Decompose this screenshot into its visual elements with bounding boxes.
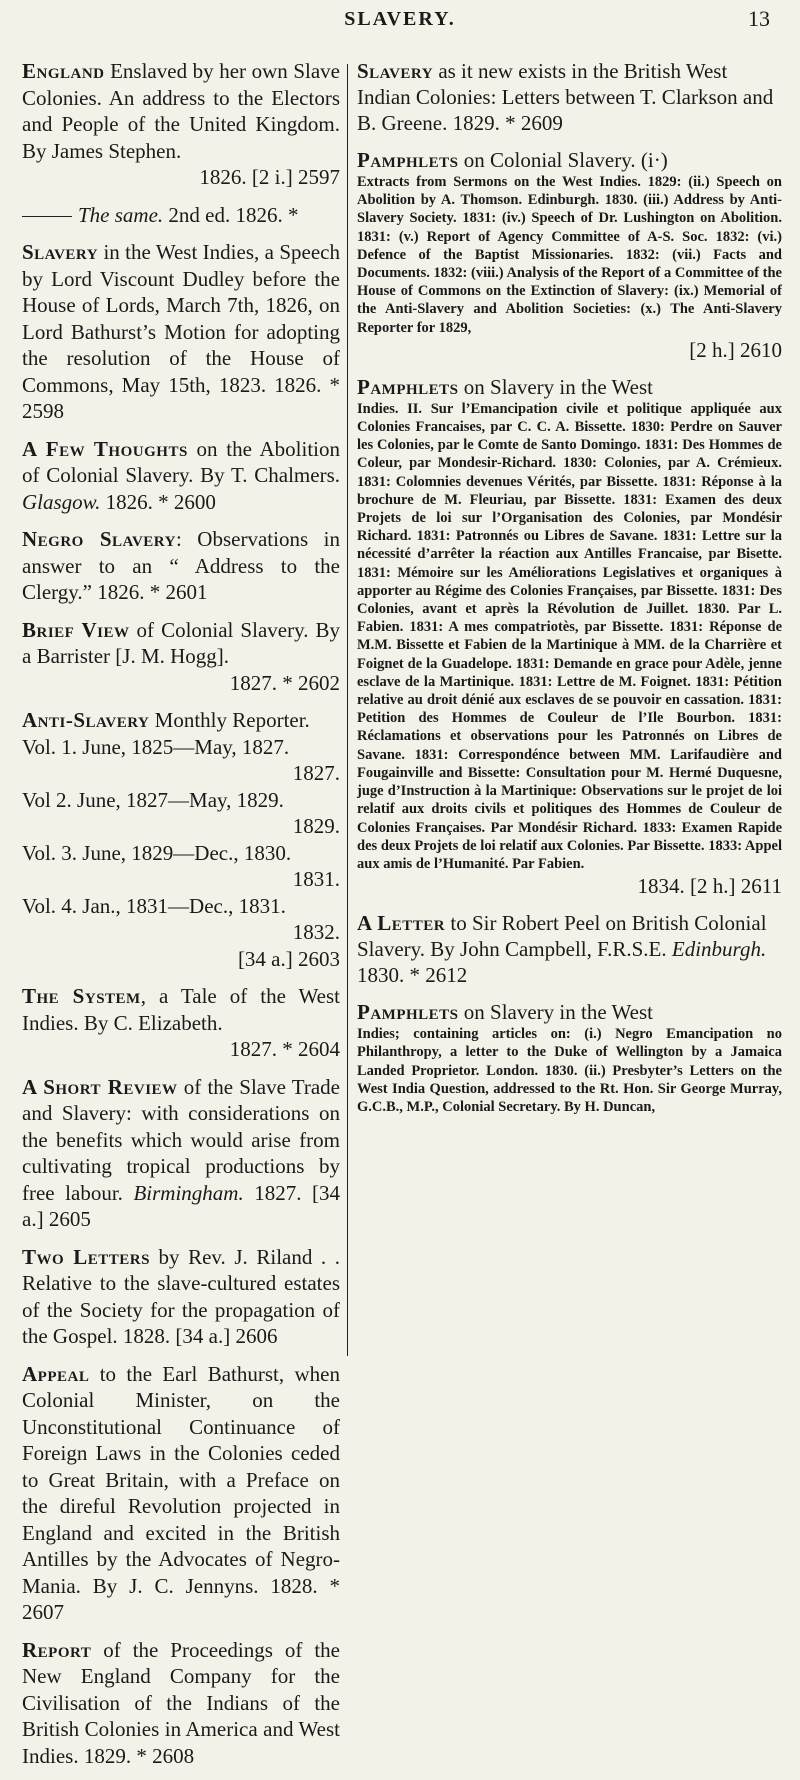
entry-lead: Appeal <box>22 1361 90 1386</box>
entry-text: 2nd ed. 1826. * <box>163 202 299 227</box>
left-column <box>22 58 340 1780</box>
entry-text: 1830. * 2612 <box>357 963 468 988</box>
entry-text: of the Proceedings of the New England Company for the Civilisation of the Indians of the British Colonies in America and West Indies. 1829. * 2608 <box>22 1637 340 1768</box>
catalogue-entry <box>22 202 340 229</box>
entry-lead: A Few Thoughts <box>22 436 188 461</box>
catalogue-entry <box>357 147 782 363</box>
entry-text: to the Earl Bathurst, when Colonial Minister, on the Unconstitutional Continuance of Foreign Laws in the Colonies ceded to Great Britain, with a Preface on the direful Revolution projected in England and excited in the British Antilles by the Advocates of Negro-Mania. By J. C. Jennyns. 1828. * 2607 <box>22 1361 340 1624</box>
catalogue-entry <box>22 707 340 972</box>
entry-text: as it new exists in the British West Indian Colonies: Letters between T. Clarkson and B. Greene. 1829. * 2609 <box>357 59 774 135</box>
entry-text: of Colonial Slavery. By a Barrister [J. M. Hogg]. <box>22 617 340 668</box>
volume-year: 1832. <box>292 920 340 944</box>
catalogue-entry <box>22 1074 340 1233</box>
volume-line: Vol. 3. June, 1829—Dec., 1830. <box>22 840 292 865</box>
entry-text: in the West Indies, a Speech by Lord Viscount Dudley before the House of Lords, March 7th, 1826, on Lord Bathurst’s Motion for adopting the resolution of the House of Commons, May 15th, 1823. 1826. * 2598 <box>22 240 340 423</box>
catalogue-entry <box>357 999 782 1116</box>
entry-italic: The same. <box>78 202 164 227</box>
right-column <box>357 58 782 1127</box>
entry-text: on Slavery in the West <box>458 374 653 399</box>
catalogue-entry <box>22 526 340 606</box>
entry-lead: England <box>22 59 105 83</box>
running-title: SLAVERY. <box>344 8 456 30</box>
volume-line: Vol 2. June, 1827—May, 1829. <box>22 787 284 812</box>
entry-text: 1826. * 2600 <box>100 489 216 514</box>
catalogue-entry <box>357 374 782 899</box>
catalogue-entry <box>22 1637 340 1770</box>
volume-year: 1829. <box>292 814 340 838</box>
column-rule <box>347 64 348 1356</box>
entry-text: 1827. [34 a.] 2605 <box>22 1180 340 1231</box>
entry-text: on the Abolition of Colonial Slavery. By T. Chalmers. <box>22 436 340 487</box>
ditto-dash <box>22 216 72 217</box>
catalogue-entry <box>22 1244 340 1350</box>
catalogue-entry <box>22 58 340 191</box>
entry-lead: Pamphlets <box>357 148 459 172</box>
catalogue-entry <box>22 436 340 516</box>
entry-lead: Pamphlets <box>357 1000 459 1025</box>
page-number: 13 <box>748 6 770 31</box>
volume-line: Vol. 1. June, 1825—May, 1827. <box>22 734 290 759</box>
catalogue-entry <box>22 983 340 1063</box>
entry-lead: The System <box>22 984 141 1008</box>
entry-contents: Indies; containing articles on: (i.) Negro Emancipation no Philanthropy, a letter to the Duke of Wellington by a Jamaica Landed Proprietor. London. 1830. (ii.) Presbyter’s Letters on the West India Question, addressed to the Rt. Hon. Sir George Murray, G.C.B., M.P., Colonial Secretary. By H. Duncan, <box>357 1026 782 1115</box>
entry-imprint: 1826. [2 i.] 2597 <box>199 165 340 189</box>
entry-lead: Slavery <box>357 59 434 83</box>
entry-lead: Pamphlets <box>357 374 459 399</box>
catalogue-entry <box>357 910 782 988</box>
entry-imprint: 1834. [2 h.] 2611 <box>637 874 782 899</box>
entry-lead: A Short Review <box>22 1074 178 1099</box>
entry-imprint: 1827. * 2602 <box>229 670 340 695</box>
catalogue-entry <box>22 617 340 697</box>
entry-text: on Colonial Slavery. (i·) <box>458 148 668 172</box>
entry-text: on Slavery in the West <box>458 1000 653 1025</box>
entry-contents: Extracts from Sermons on the West Indies. 1829: (ii.) Speech on Abolition by A. Thomson. Edinburgh. 1830. (iii.) Address by Anti-Slavery Society. 1831: (iv.) Speech of Dr. Lushington on Abolition. 1831: (v.) Report of Agency Committee of A-S. Soc. 1832: (vi.) Defence of the Baptist Missionaries. 1832: (vii.) Facts and Documents. 1832: (viii.) Analysis of the Report of a Committee of the House of Commons on the Extinction of Slavery: (ix.) Memorial of the Anti-Slavery and Abolition Societies: (x.) The Anti-Slavery Reporter for 1829, <box>357 174 782 336</box>
entry-lead: Negro Slavery <box>22 527 176 551</box>
entry-imprint: [2 h.] 2610 <box>689 337 782 362</box>
entry-lead: Brief View <box>22 617 130 642</box>
entry-contents: Indies. II. Sur l’Emancipation civile et politique appliquée aux Colonies Francaises, par C. C. A. Bissette. 1830: Perdre on Sauver les Colonies, par le Comte de Santo Domingo. 1831: Des Hommes de Coleur, par Mondesir-Richard. 1830: Colonies, par A. Crémieux. 1831: Colomnies devenues Vérités, par Bissette. 1831: Réponse à la brochure de M. Fleuriau, par Bissette. 1831: Examen des deux Projets de loi sur l’Organisation des Colonies, par Mondésir Richard. 1831: Patronnés ou Libres de Savane. 1831: Lettre sur la nécessité d’arrêter la réaction aux Antilles Francaise, par Bisette. 1831: Mémoire sur les Améliorations Legislatives et organiques à apporter au Régime des Colonies Françaises, par Bissette. 1831: Des Colonies, avant et après la Révolution de Juillet. 1830. Par L. Fabien. 1831: A mes compatriotès, par Bissette. 1831: Réponse de M.M. Bissette et Fabien de la Martinique à MM. de la Charrière et Foignet de la Guadelope. 1831: Demande en grace pour Adèle, jenne esclave de la Martinique. 1831: Lettre de M. Foignet. 1831: Pétition relative au droit dénié aux esclaves de se pouvoir en cassation. 1831: Petition des Hommes de Couleur de l’Ile Bourbon. 1831: Réclamations et observations pour les Patronnés on Libres de Savane. 1831: Correspondénce between MM. Larifaudière and Fougainville and Bissette: Consultation pour M. Hermé Duquesne, juge d’Instruction à la Martinique: Observations sur le projet de loi relatif aux droits civils et politiques des Hommes de Couleur de Colonies Françaises. Par Mondésir Richard. 1833: Examen Rapide des deux Projets de loi relatif aux Colonies. Par Bissette. 1833: Appel aux amis de l’Humanité. Par Fabien. <box>357 400 782 872</box>
entry-imprint: [34 a.] 2603 <box>237 946 340 971</box>
entry-text: of the Slave Trade and Slavery: with considerations on the benefits which would arise from cultivating tropical productions by free labour. <box>22 1074 340 1205</box>
entry-lead: Two Letters <box>22 1244 150 1269</box>
entry-text: Monthly Reporter. <box>149 708 310 732</box>
entry-imprint: 1827. * 2604 <box>229 1037 340 1061</box>
entry-text: : Observations in answer to an “ Address to the Clergy.” 1826. * 2601 <box>22 527 340 604</box>
entry-text: Enslaved by her own Slave Colonies. An address to the Electors and People of the United Kingdom. By James Stephen. <box>22 59 340 163</box>
entry-italic: Edinburgh. <box>671 937 767 962</box>
entry-lead: A Letter <box>357 911 446 936</box>
volume-line: Vol. 4. Jan., 1831—Dec., 1831. <box>22 893 286 918</box>
entry-italic: Glasgow. <box>22 489 101 514</box>
catalogue-entry <box>22 239 340 425</box>
entry-lead: Anti-Slavery <box>22 708 150 732</box>
catalogue-entry <box>357 58 782 136</box>
volume-year: 1831. <box>292 867 340 891</box>
entry-lead: Report <box>22 1637 92 1662</box>
entry-lead: Slavery <box>22 240 99 264</box>
entry-italic: Birmingham. <box>133 1180 244 1205</box>
entry-text: , a Tale of the West Indies. By C. Elizabeth. <box>22 984 341 1035</box>
entry-text: to Sir Robert Peel on British Colonial Slavery. By John Campbell, F.R.S.E. <box>357 911 767 962</box>
catalogue-entry <box>22 1361 340 1626</box>
volume-year: 1827. <box>292 761 340 785</box>
entry-text: by Rev. J. Riland . . Relative to the slave-cultured estates of the Society for the propagation of the Gospel. 1828. [34 a.] 2606 <box>22 1244 340 1348</box>
